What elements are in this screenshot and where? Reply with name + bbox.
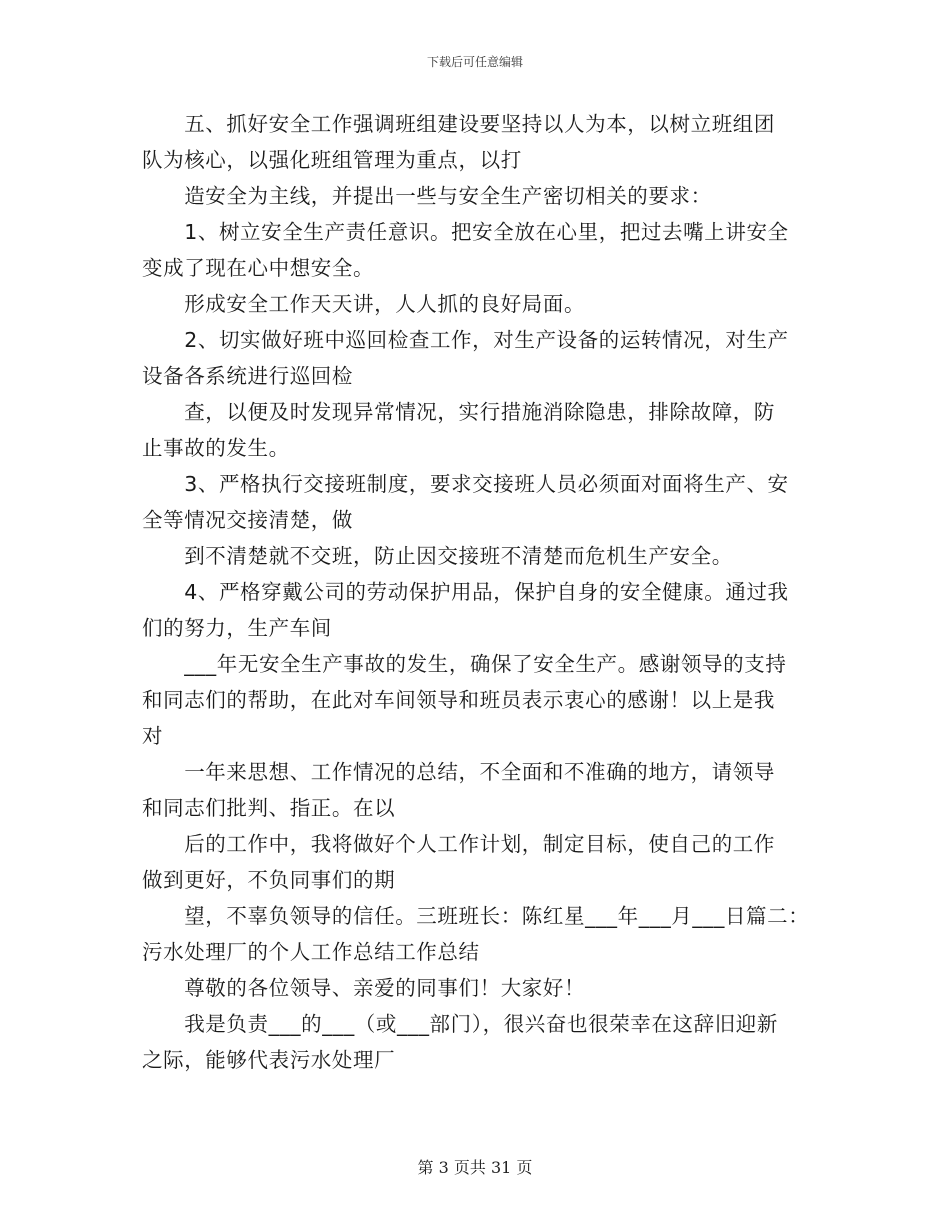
paragraph [142, 394, 822, 466]
paragraph [142, 466, 822, 538]
text-line: 到不清楚就不交班，防止因交接班不清楚而危机生产安全。 [142, 544, 733, 568]
paragraph [142, 646, 822, 754]
text-line: 和同志们的帮助，在此对车间领导和班员表示衷心的感谢！以上是我 [142, 688, 775, 712]
paragraph [142, 214, 822, 286]
text-line: 们的努力，生产车间 [142, 616, 332, 640]
paragraph [142, 574, 822, 646]
paragraph [142, 970, 822, 1006]
text-line: 3、严格执行交接班制度，要求交接班人员必须面对面将生产、安 [142, 472, 789, 496]
text-line: 止事故的发生。 [142, 436, 290, 460]
text-line: 五、抓好安全工作强调班组建设要坚持以人为本，以树立班组团 [142, 112, 775, 136]
text-line: 对 [142, 724, 164, 748]
text-line: 尊敬的各位领导、亲爱的同事们！大家好！ [142, 976, 586, 1000]
text-line: 变成了现在心中想安全。 [142, 256, 375, 280]
text-line: 之际，能够代表污水处理厂 [142, 1048, 396, 1072]
paragraph [142, 106, 822, 178]
text-line: 污水处理厂的个人工作总结工作总结 [142, 940, 480, 964]
text-line: 望，不辜负领导的信任。三班班长：陈红星___年___月___日篇二： [142, 904, 810, 928]
document-body [142, 106, 822, 1078]
text-line: 设备各系统进行巡回检 [142, 364, 353, 388]
paragraph [142, 286, 822, 322]
text-line: 队为核心，以强化班组管理为重点，以打 [142, 148, 522, 172]
text-line: 和同志们批判、指正。在以 [142, 796, 396, 820]
text-line: 全等情况交接清楚，做 [142, 508, 353, 532]
paragraph [142, 754, 822, 826]
text-line: 我是负责___的___（或___部门），很兴奋也很荣幸在这辞旧迎新 [142, 1012, 778, 1036]
text-line: 2、切实做好班中巡回检查工作，对生产设备的运转情况，对生产 [142, 328, 789, 352]
text-line: 形成安全工作天天讲，人人抓的良好局面。 [142, 292, 586, 316]
page-number-footer: 第 3 页共 31 页 [417, 1158, 533, 1177]
text-line: 查，以便及时发现异常情况，实行措施消除隐患，排除故障，防 [142, 400, 775, 424]
paragraph [142, 322, 822, 394]
text-line: 做到更好，不负同事们的期 [142, 868, 396, 892]
page-header-note: 下载后可任意编辑 [426, 55, 523, 69]
text-line: 造安全为主线，并提出一些与安全生产密切相关的要求： [142, 184, 712, 208]
paragraph [142, 826, 822, 898]
paragraph [142, 538, 822, 574]
text-line: 后的工作中，我将做好个人工作计划，制定目标，使自己的工作 [142, 832, 775, 856]
paragraph [142, 898, 822, 970]
text-line: ___年无安全生产事故的发生，确保了安全生产。感谢领导的支持 [142, 652, 787, 676]
text-line: 1、树立安全生产责任意识。把安全放在心里，把过去嘴上讲安全 [142, 220, 789, 244]
text-line: 4、严格穿戴公司的劳动保护用品，保护自身的安全健康。通过我 [142, 580, 789, 604]
paragraph [142, 178, 822, 214]
paragraph [142, 1006, 822, 1078]
text-line: 一年来思想、工作情况的总结，不全面和不准确的地方，请领导 [142, 760, 775, 784]
